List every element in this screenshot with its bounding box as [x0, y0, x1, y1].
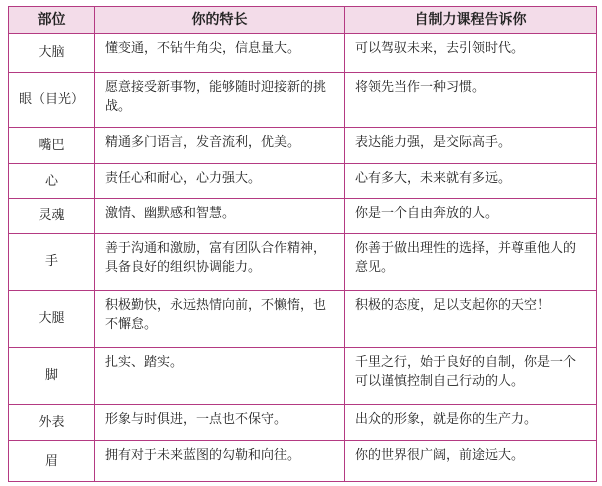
table-row	[9, 34, 597, 73]
row-trait: 责任心和耐心，心力强大。	[95, 164, 345, 199]
row-part: 心	[9, 164, 95, 199]
row-trait: 扎实、踏实。	[95, 347, 345, 404]
row-trait: 懂变通，不钻牛角尖，信息量大。	[95, 34, 345, 73]
header-course: 自制力课程告诉你	[345, 7, 597, 34]
row-course: 你的世界很广阔，前途远大。	[345, 441, 597, 482]
row-trait: 精通多门语言，发音流利，优美。	[95, 127, 345, 164]
row-part: 眼（目光）	[9, 72, 95, 127]
header-trait: 你的特长	[95, 7, 345, 34]
table-row	[9, 233, 597, 290]
row-part: 灵魂	[9, 198, 95, 233]
row-course: 你是一个自由奔放的人。	[345, 198, 597, 233]
table-row	[9, 347, 597, 404]
row-part: 外表	[9, 404, 95, 441]
table-row	[9, 290, 597, 347]
row-trait: 形象与时俱进，一点也不保守。	[95, 404, 345, 441]
row-part: 嘴巴	[9, 127, 95, 164]
table-container	[8, 6, 596, 482]
self-discipline-table	[8, 6, 597, 482]
header-row	[9, 7, 597, 34]
row-trait: 愿意接受新事物，能够随时迎接新的挑战。	[95, 72, 345, 127]
row-course: 表达能力强，是交际高手。	[345, 127, 597, 164]
row-course: 你善于做出理性的选择，并尊重他人的意见。	[345, 233, 597, 290]
row-trait: 拥有对于未来蓝图的勾勒和向往。	[95, 441, 345, 482]
row-part: 脚	[9, 347, 95, 404]
row-trait: 积极勤快，永远热情向前，不懒惰，也不懈怠。	[95, 290, 345, 347]
table-row	[9, 441, 597, 482]
row-course: 千里之行，始于良好的自制，你是一个可以谨慎控制自己行动的人。	[345, 347, 597, 404]
row-course: 可以驾驭未来，去引领时代。	[345, 34, 597, 73]
table-row	[9, 164, 597, 199]
row-part: 大腿	[9, 290, 95, 347]
row-course: 出众的形象，就是你的生产力。	[345, 404, 597, 441]
row-course: 心有多大，未来就有多远。	[345, 164, 597, 199]
row-part: 大脑	[9, 34, 95, 73]
row-trait: 善于沟通和激励，富有团队合作精神，具备良好的组织协调能力。	[95, 233, 345, 290]
table-row	[9, 72, 597, 127]
row-part: 手	[9, 233, 95, 290]
row-course: 将领先当作一种习惯。	[345, 72, 597, 127]
table-row	[9, 404, 597, 441]
table-row	[9, 127, 597, 164]
row-trait: 激情、幽默感和智慧。	[95, 198, 345, 233]
header-part: 部位	[9, 7, 95, 34]
table-row	[9, 198, 597, 233]
row-part: 眉	[9, 441, 95, 482]
row-course: 积极的态度，足以支起你的天空！	[345, 290, 597, 347]
